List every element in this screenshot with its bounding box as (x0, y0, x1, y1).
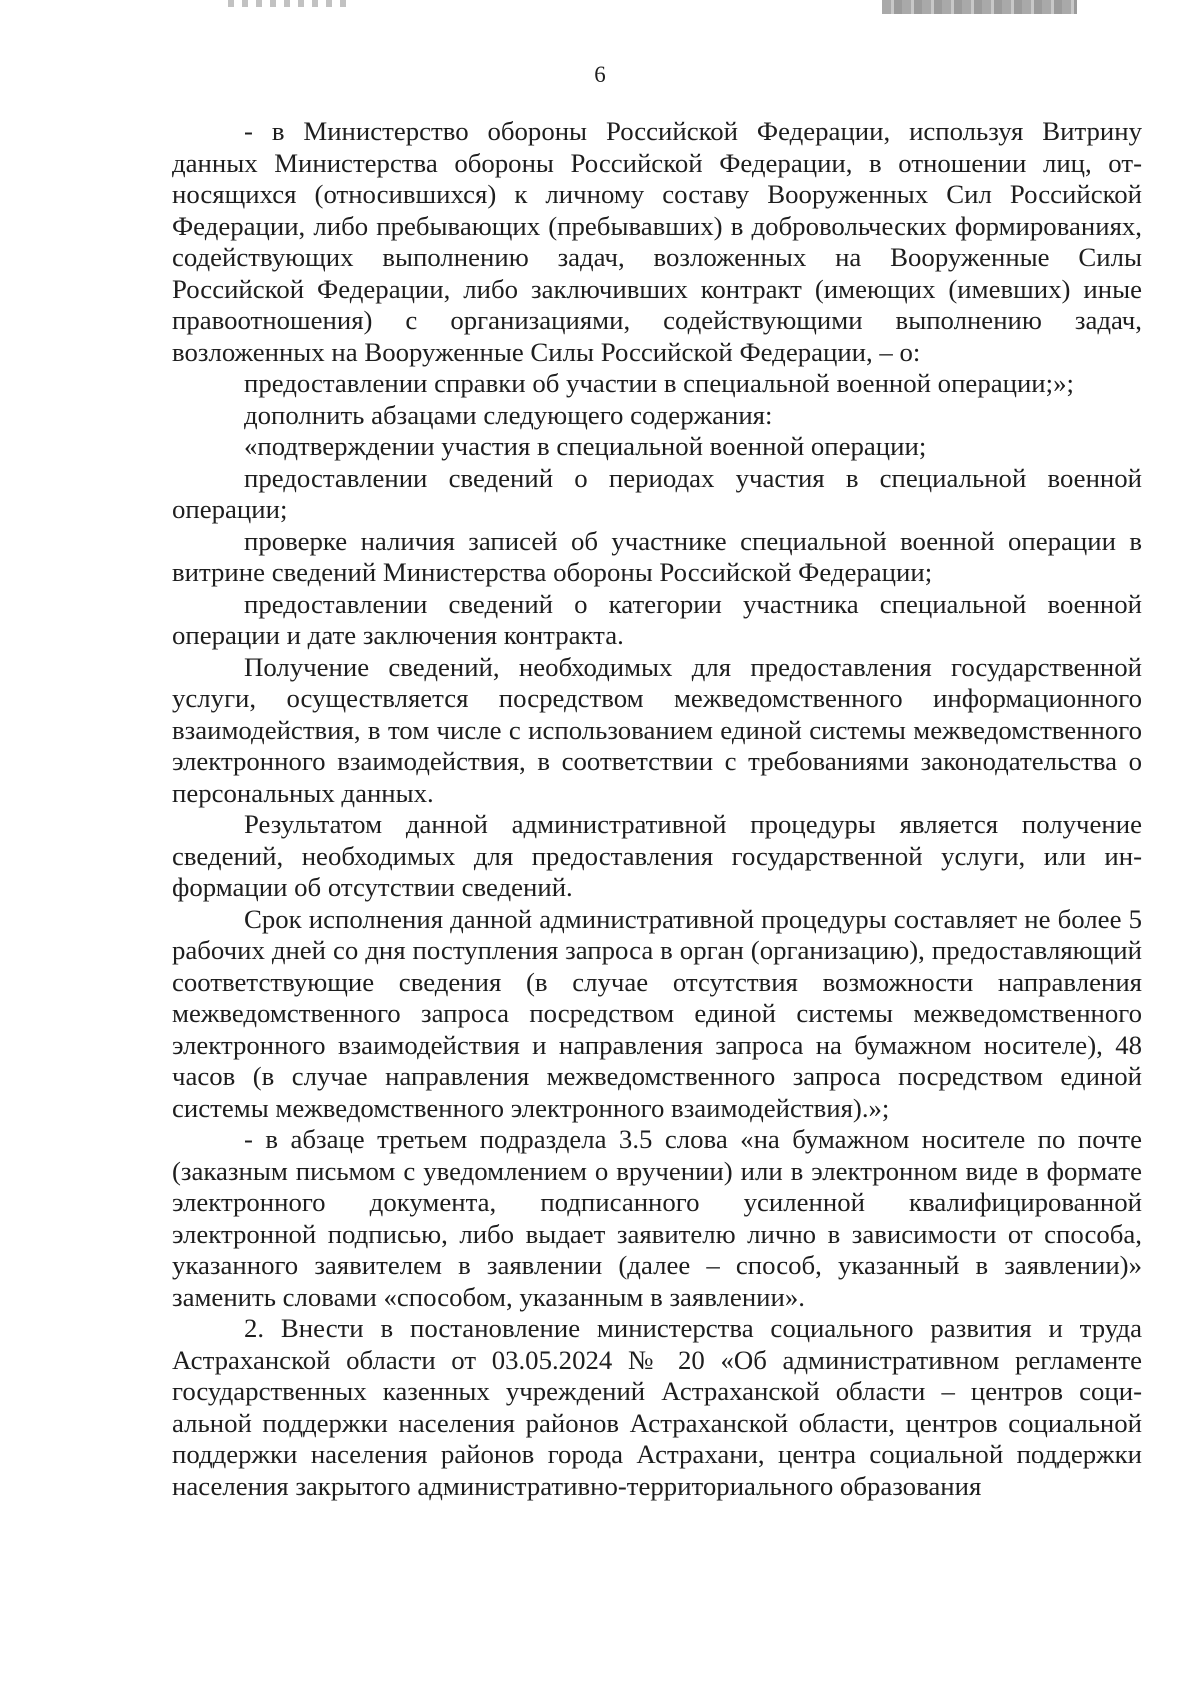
paragraph-certificate-participation: предоставлении справки об участии в специальной военной операции;»; (244, 368, 1074, 398)
paragraph-supplement-intro: дополнить абзацами следующего содержания: (244, 399, 773, 430)
paragraph-interagency-interaction: Получение сведений, необходимых для предоставления государственной услуги, осуществляется посредством межведомственного информационного взаимодействия, в том числе с использованием единой системы межведомственного электронного взаимодействия, в соответствии с требованиями законодательства о персональных данных. (172, 651, 1142, 808)
paragraph-procedure-deadline: Срок исполнения данной административной процедуры составляет не более 5 рабочих дней со дня поступления запроса в орган (организацию), предоставляющий соответствующие сведения (в случае отсутствия возможности направления межведомственного запроса посредством единой системы межведомственного электронного взаимодействия и направления запроса на бумажном носителе), 48 часов (в случае направления межведомственного запроса посредством единой системы межведомственного электронного взаимодействия).»; (172, 903, 1142, 1123)
paragraph-mod-ministry-of-defense: - в Министерство обороны Российской Федерации, используя Витрину данных Министерства обороны Российской Федерации, в отношении лиц, относящихся (относившихся) к личному составу Вооруженных Сил Российской Федерации, либо пребывающих (пребывавших) в добровольческих формированиях, содействующих выполнению задач, возложенных на Вооруженные Силы Российской Федерации, либо заключивших контракт (имеющих (имевших) иные правоотношения) с организациями, содействующими выполнению задач, возложенных на Вооруженные Силы Российской Федерации, – о: (172, 116, 1142, 367)
paragraph-procedure-result: Результатом данной административной процедуры является получение сведений, необходимых для предоставления государственной услуги, или информации об отсутствии сведений. (172, 809, 1142, 902)
paragraph-records-check: проверке наличия записей об участнике специальной военной операции в витрине сведений Министерства обороны Российской Федерации; (172, 525, 1142, 587)
paragraph-confirm-participation: «подтверждении участия в специальной военной операции; (244, 431, 927, 461)
scan-artifact-left (228, 0, 353, 7)
scan-artifact-right (882, 0, 1077, 14)
page-number: 6 (594, 62, 606, 87)
document-body (172, 116, 1142, 1502)
paragraph-participant-category: предоставлении сведений о категории участника специальной военной операции и дате заключения контракта. (172, 588, 1142, 650)
paragraph-item-2-amendment: 2. Внести в постановление министерства социального развития и труда Астраханской области от 03.05.2024 № 20 «Об административном регламенте государственных казенных учреждений Астраханской области – центров социальной поддержки населения районов Астраханской области, центров социальной поддержки населения районов города Астрахани, центра социальной поддержки населения закрытого административно-территориального образования (172, 1313, 1142, 1501)
paragraph-subsection-3-5: - в абзаце третьем подраздела 3.5 слова «на бумажном носителе по почте (заказным письмом с уведомлением о вручении) или в электронном виде в формате электронного документа, подписанного усиленной квалифицированной электронной подписью, либо выдает заявителю лично в зависимости от способа, указанного заявителем в заявлении (далее – способ, указанный в заявлении)» заменить словами «способом, указанным в заявлении». (172, 1124, 1142, 1312)
paragraph-participation-periods: предоставлении сведений о периодах участия в специальной военной операции; (172, 462, 1142, 524)
